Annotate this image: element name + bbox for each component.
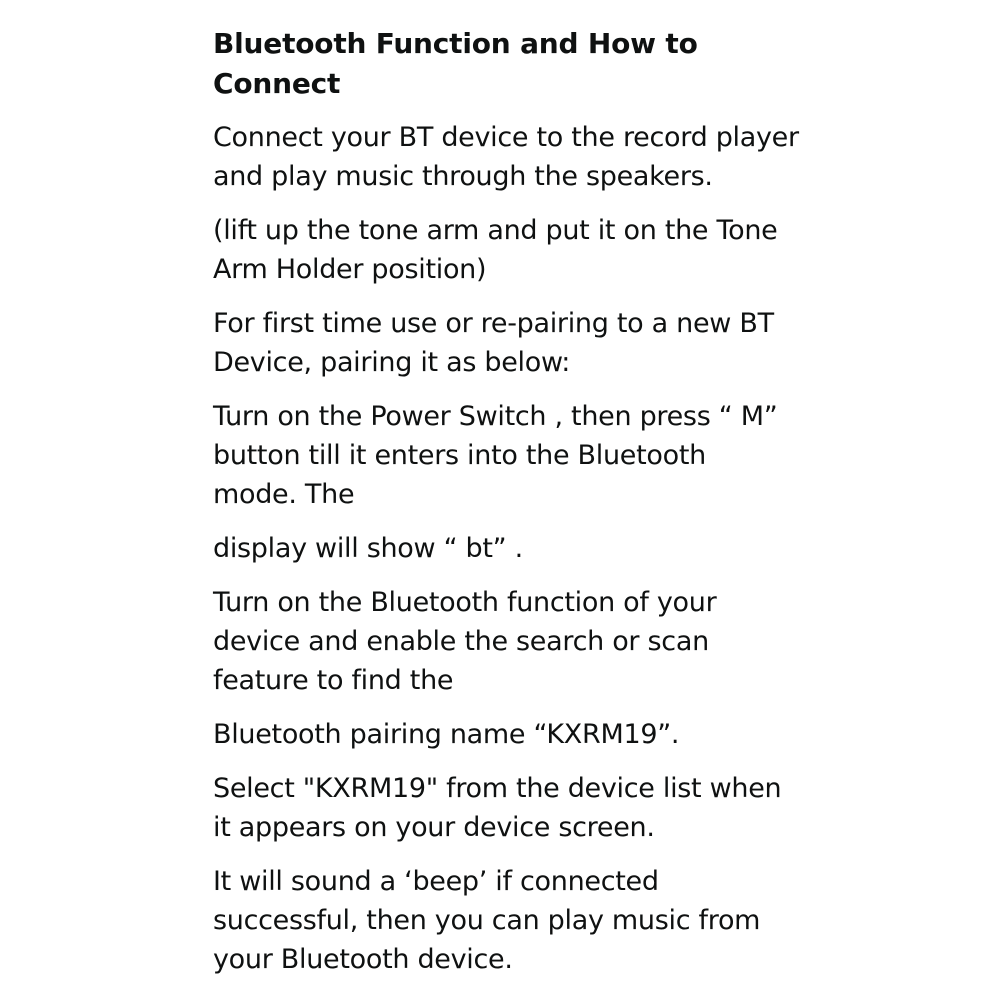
- text-line: For first time use or re-pairing to a new BT: [213, 308, 774, 339]
- text-line: Device, pairing it as below:: [213, 347, 571, 378]
- text-line: Turn on the Bluetooth function of your: [213, 587, 717, 618]
- text-line: device and enable the search or scan: [213, 626, 709, 657]
- text-line: feature to find the: [213, 665, 454, 696]
- paragraph-connect-device: [213, 118, 813, 196]
- title-line: Connect: [213, 67, 341, 100]
- paragraph-tone-arm: [213, 211, 813, 289]
- text-line: it appears on your device screen.: [213, 812, 655, 843]
- text-line: mode. The: [213, 479, 355, 510]
- text-line: your Bluetooth device.: [213, 944, 513, 975]
- title-line: Bluetooth Function and How to: [213, 27, 698, 60]
- paragraph-display-bt: [213, 529, 813, 568]
- document-title: [213, 24, 813, 104]
- paragraph-select-device: [213, 769, 813, 847]
- text-line: (lift up the tone arm and put it on the Tone: [213, 215, 778, 246]
- paragraph-enable-search: [213, 583, 813, 700]
- paragraph-first-time-pairing: [213, 304, 813, 382]
- text-line: Connect your BT device to the record player: [213, 122, 799, 153]
- text-line: Select "KXRM19" from the device list when: [213, 773, 782, 804]
- paragraph-power-switch: [213, 397, 813, 514]
- text-line: Arm Holder position): [213, 254, 487, 285]
- text-line: display will show “ bt” .: [213, 533, 523, 564]
- instructions-document: [213, 24, 813, 994]
- text-line: button till it enters into the Bluetooth: [213, 440, 706, 471]
- paragraph-beep-connected: [213, 862, 813, 979]
- text-line: successful, then you can play music from: [213, 905, 761, 936]
- text-line: and play music through the speakers.: [213, 161, 713, 192]
- paragraph-pairing-name: [213, 715, 813, 754]
- text-line: Turn on the Power Switch , then press “ M”: [213, 401, 778, 432]
- text-line: It will sound a ‘beep’ if connected: [213, 866, 659, 897]
- text-line: Bluetooth pairing name “KXRM19”.: [213, 719, 680, 750]
